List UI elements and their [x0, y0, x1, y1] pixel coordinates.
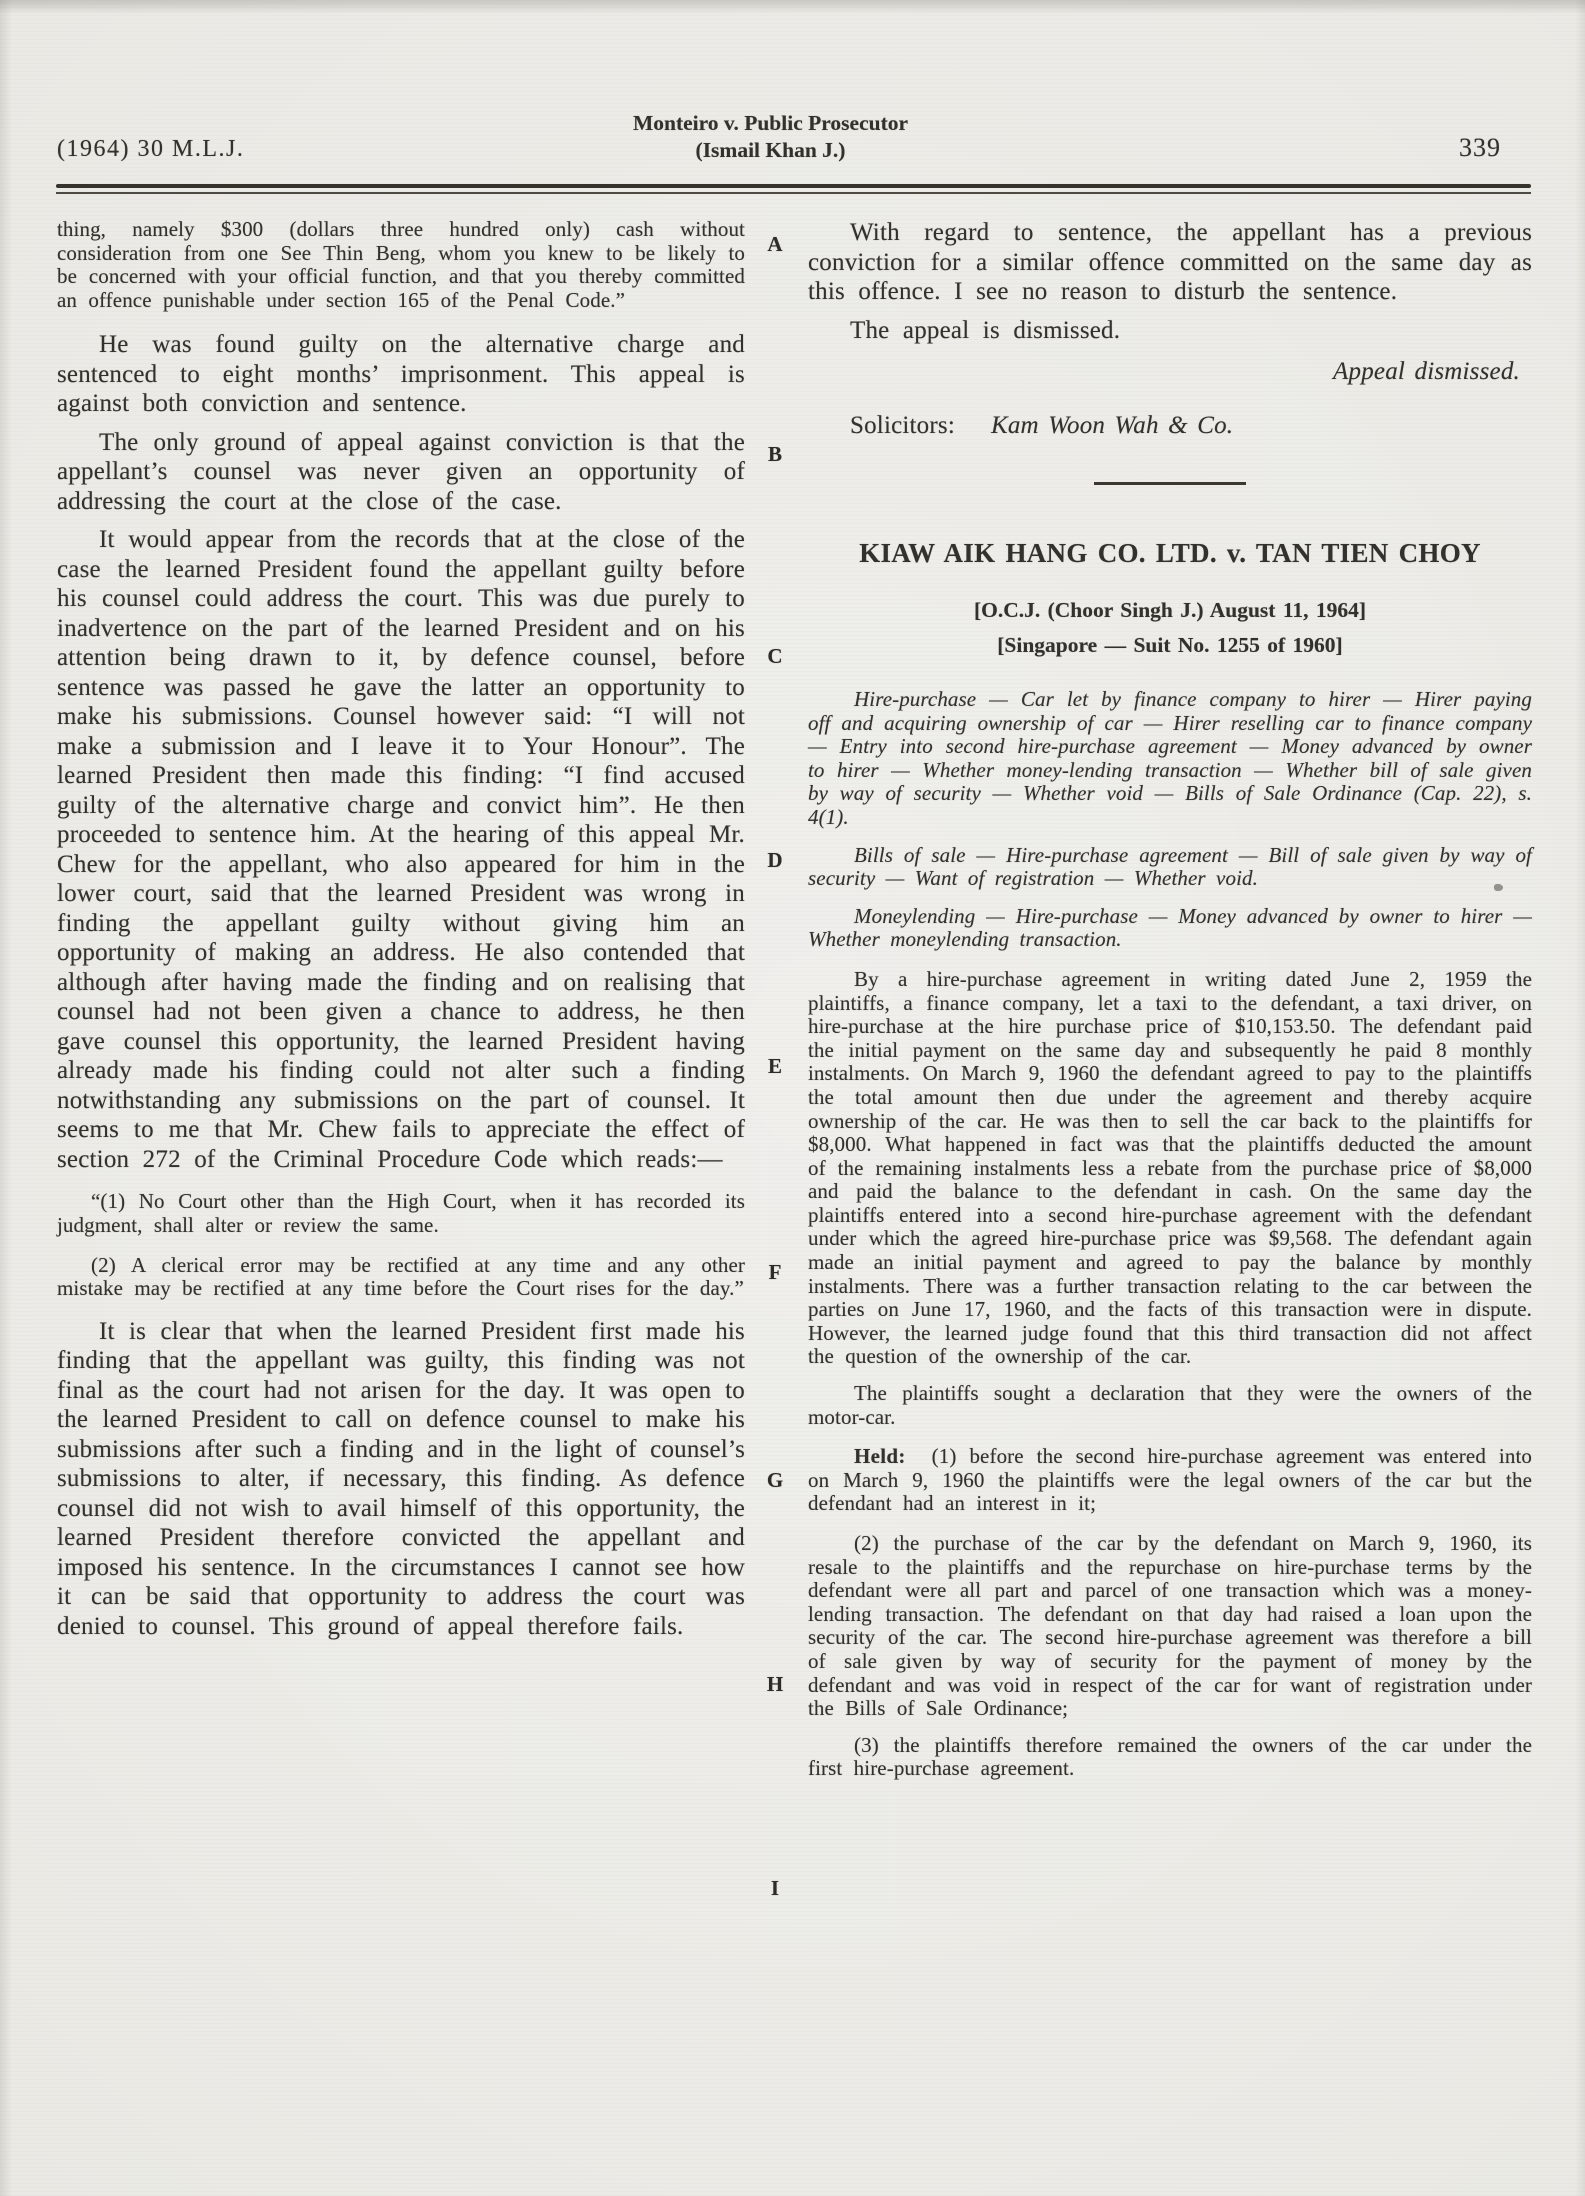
gutter-letter-i: I [770, 1876, 780, 1900]
solicitors-line [808, 411, 1532, 441]
judgment-closing-paragraph: It is clear that when the learned President first made his finding that the appellant was guilty, this finding was not final as the court had not arisen for the day. It was open to the learned President to call on defence counsel to make his submissions after such a finding and in the light of counsel’s submissions to alter, if necessary, this finding. As defence counsel did not wish to avail himself of this opportunity, the learned President therefore convicted the appellant and imposed his sentence. In the circumstances I cannot see how it can be said that opportunity to address the court was denied to counsel. This ground of appeal therefore fails. [57, 1317, 745, 1640]
case-separator-rule [1094, 482, 1246, 485]
catchwords-hire-purchase: Hire-purchase — Car let by finance company to hirer — Hirer paying off and acquiring ownership of car — Hirer reselling car to finance company — Entry into second hire-purchase agreement — Money advanced by owner to hirer — Whether money-lending transaction — Whether bill of sale given by way of security — Whether void — Bills of Sale Ordinance (Cap. 22), s. 4(1). [808, 687, 1532, 829]
gutter-letter-e: E [767, 1054, 782, 1078]
disposition-paragraph: The appeal is dismissed. [850, 316, 1121, 344]
ink-speck-artifact [1494, 884, 1503, 891]
case-title: KIAW AIK HANG CO. LTD. v. TAN TIEN CHOY [859, 538, 1481, 568]
judgment-paragraph: It would appear from the records that at the close of the case the learned President found the appellant guilty before his counsel could address the court. This was due purely to inadvertence on the part of the learned President and on his attention being drawn to it, by defence counsel, before sentence was passed he gave the latter an opportunity to make his submissions. Counsel however said: “I will not make a submission and I leave it to Your Honour”. The learned President then made this finding: “I find accused guilty of the alternative charge and convict him”. He then proceeded to sentence him. At the hearing of this appeal Mr. Chew for the appellant, who also appeared for him in the lower court, said that the learned President was wrong in finding the appellant guilty without giving him an opportunity of making an address. He also contended that although after having made the finding and on realising that counsel had not been given a chance to address, he then gave counsel this opportunity, the learned President having already made his finding could not alter such a finding notwithstanding any submissions on the part of counsel. It seems to me that Mr. Chew fails to appreciate the effect of section 272 of the Criminal Procedure Code which reads:— [57, 526, 745, 1173]
held-paragraph-1 [808, 1445, 1532, 1516]
gutter-letter-a: A [767, 232, 783, 256]
left-column [57, 218, 745, 1650]
held-paragraph-2: (2) the purchase of the car by the defendant on March 9, 1960, its resale to the plaintiffs and the repurchase on hire-purchase terms by the defendant were all part and parcel of one transaction which was a money-lending transaction. The defendant on that day had raised a loan upon the security of the car. The second hire-purchase agreement was therefore a bill of sale given by way of security for the payment of money by the defendant and was void in respect of the car for want of registration under the Bills of Sale Ordinance; [808, 1531, 1532, 1721]
solicitors-firm: Kam Woon Wah & Co. [990, 411, 1234, 439]
statute-quote-subsection-2: (2) A clerical error may be rectified at any time and any other mistake may be rectified at any time before the Court rises for the day.” [57, 1252, 745, 1301]
catchwords-moneylending: Moneylending — Hire-purchase — Money advanced by owner to hirer — Whether moneylending transaction. [808, 903, 1532, 952]
held-label: Held: [854, 1444, 906, 1469]
gutter-letter-b: B [767, 442, 782, 466]
sentence-paragraph: With regard to sentence, the appellant has a previous conviction for a similar offence committed on the same day as this offence. I see no reason to disturb the sentence. [808, 219, 1532, 305]
running-head-judge: (Ismail Khan J.) [695, 138, 846, 162]
gutter-letter-d: D [767, 848, 783, 872]
running-head-case: Monteiro v. Public Prosecutor [632, 111, 909, 135]
charge-quote-continuation: thing, namely $300 (dollars three hundred only) cash without consideration from one See Thin Beng, whom you knew to be likely to be concerned with your official function, and that you thereby committed an offence punishable under section 165 of the Penal Code.” [57, 217, 745, 312]
held-paragraph-3: (3) the plaintiffs therefore remained the owners of the car under the first hire-purchase agreement. [808, 1732, 1532, 1781]
volume-citation: (1964) 30 M.L.J. [57, 136, 245, 162]
headnote-facts-paragraph: By a hire-purchase agreement in writing dated June 2, 1959 the plaintiffs, a finance company, let a taxi to the defendant, a taxi driver, on hire-purchase at the hire purchase price of $10,153.50. The defendant paid the initial payment on the same day and subsequently he paid 8 monthly instalments. On March 9, 1960 the defendant agreed to pay to the plaintiffs the total amount then due under the agreement and thereby acquire ownership of the car. He was then to sell the car back to the plaintiffs for $8,000. What happened in fact was that the plaintiffs deducted the amount of the remaining instalments less a rebate from the purchase price of $8,000 and paid the balance to the defendant in cash. On the same day the plaintiffs entered into a second hire-purchase agreement with the defendant under which the agreed hire-purchase price was $9,568. The defendant again made an initial payment and agreed to pay the balance by monthly instalments. There was a further transaction relating to the car between the parties on June 17, 1960, and the facts of this transaction were in dispute. However, the learned judge found that this third transaction did not affect the question of the ownership of the car. [808, 966, 1532, 1369]
held-point-1: (1) before the second hire-purchase agreement was entered into on March 9, 1960 the plaintiffs were the legal owners of the car but the defendant had an interest in it; [808, 1444, 1532, 1516]
judgment-paragraph: The only ground of appeal against conviction is that the appellant’s counsel was never given an opportunity of addressing the court at the close of the case. [57, 428, 745, 515]
gutter-letter-g: G [766, 1468, 784, 1492]
catchwords-bills-of-sale: Bills of sale — Hire-purchase agreement — Bill of sale given by way of security — Want of registration — Whether void. [808, 842, 1532, 891]
gutter-letter-c: C [767, 644, 783, 668]
header-rule [56, 184, 1531, 188]
page-number: 339 [1459, 133, 1501, 162]
judgment-paragraph: He was found guilty on the alternative charge and sentenced to eight months’ imprisonment. This appeal is against both conviction and sentence. [57, 331, 745, 418]
court-and-date-line: [O.C.J. (Choor Singh J.) August 11, 1964] [973, 598, 1367, 622]
gutter-letter-h: H [766, 1672, 784, 1696]
suit-number-line: [Singapore — Suit No. 1255 of 1960] [997, 633, 1343, 657]
gutter-letter-f: F [768, 1260, 782, 1284]
running-head [0, 110, 1563, 164]
statute-quote-subsection-1: “(1) No Court other than the High Court, when it has recorded its judgment, shall alter or review the same. [57, 1189, 745, 1237]
right-column [808, 218, 1532, 1781]
result-line: Appeal dismissed. [1333, 358, 1520, 385]
solicitors-label: Solicitors: [850, 411, 955, 439]
headnote-relief-paragraph: The plaintiffs sought a declaration that they were the owners of the motor-car. [808, 1381, 1532, 1429]
